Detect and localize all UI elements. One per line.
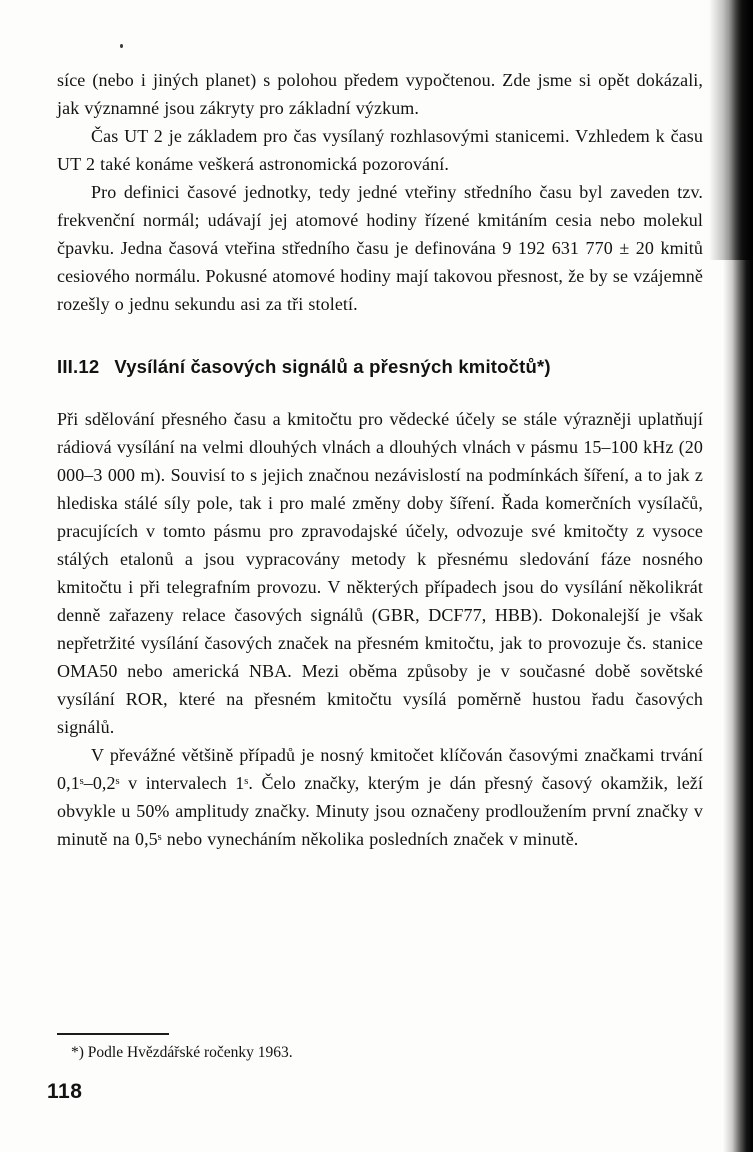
paragraph: V převážné většině případů je nosný kmitočet klíčován časovými značkami trvání 0,1ˢ–0,2ˢ v intervalech 1ˢ. Čelo značky, kterým je dán přesný časový okamžik, leží obvykle u 50% amplitudy značky. Minuty jsou označeny prodloužením první značky v minutě na 0,5ˢ nebo vynecháním několika posledních značek v minutě. [57, 745, 703, 849]
footnote-rule [57, 1033, 169, 1035]
page-number: 118 [47, 1080, 83, 1103]
scan-edge-top [709, 0, 753, 260]
section-title: Vysílání časových signálů a přesných kmitočtů*) [114, 356, 551, 377]
paragraph: Čas UT 2 je základem pro čas vysílaný rozhlasovými stanicemi. Vzhledem k času UT 2 také konáme veškerá astronomická pozorování. [57, 126, 703, 174]
paragraph: síce (nebo i jiných planet) s polohou předem vypočtenou. Zde jsme si opět dokázali, jak významné jsou zákryty pro základní výzkum. [57, 70, 703, 118]
paragraph: Pro definici časové jednotky, tedy jedné vteřiny středního času byl zaveden tzv. frekvenční normál; udávají jej atomové hodiny řízené kmitáním cesia nebo molekul čpavku. Jedna časová vteřina středního času je definována 9 192 631 770 ± 20 kmitů cesiového normálu. Pokusné atomové hodiny mají takovou přesnost, že by se vzájemně rozešly o jednu sekundu asi za tři století. [57, 182, 703, 314]
section-number: III.12 [57, 356, 100, 377]
footnote: *) Podle Hvězdářské ročenky 1963. [71, 1044, 293, 1061]
text-block [57, 66, 703, 853]
footnote-block [57, 1033, 703, 1064]
scan-speck [120, 44, 123, 48]
paragraph: Při sdělování přesného času a kmitočtu pro vědecké účely se stále výrazněji uplatňují rádiová vysílání na velmi dlouhých vlnách a dlouhých vlnách v pásmu 15–100 kHz (20 000–3 000 m). Souvisí to s jejich značnou nezávislostí na podmínkách šíření, a to jak z hlediska stálé síly pole, tak i pro malé změny doby šíření. Řada komerčních vysílačů, pracujících v tomto pásmu pro zpravodajské účely, odvozuje své kmitočty z vysoce stálých etalonů a jsou vypracovány metody k přesnému sledování fáze nosného kmitočtu i při telegrafním provozu. V některých případech jsou do vysílání několikrát denně zařazeny relace časových signálů (GBR, DCF77, HBB). Dokonalejší je však nepřetržité vysílání časových značek na přesném kmitočtu, jak to provozuje čs. stanice OMA50 nebo americká NBA. Mezi oběma způsoby je v současné době sovětské vysílání ROR, které na přesném kmitočtu vysílá poměrně hustou řadu časových signálů. [57, 409, 703, 737]
section-heading [57, 356, 703, 378]
